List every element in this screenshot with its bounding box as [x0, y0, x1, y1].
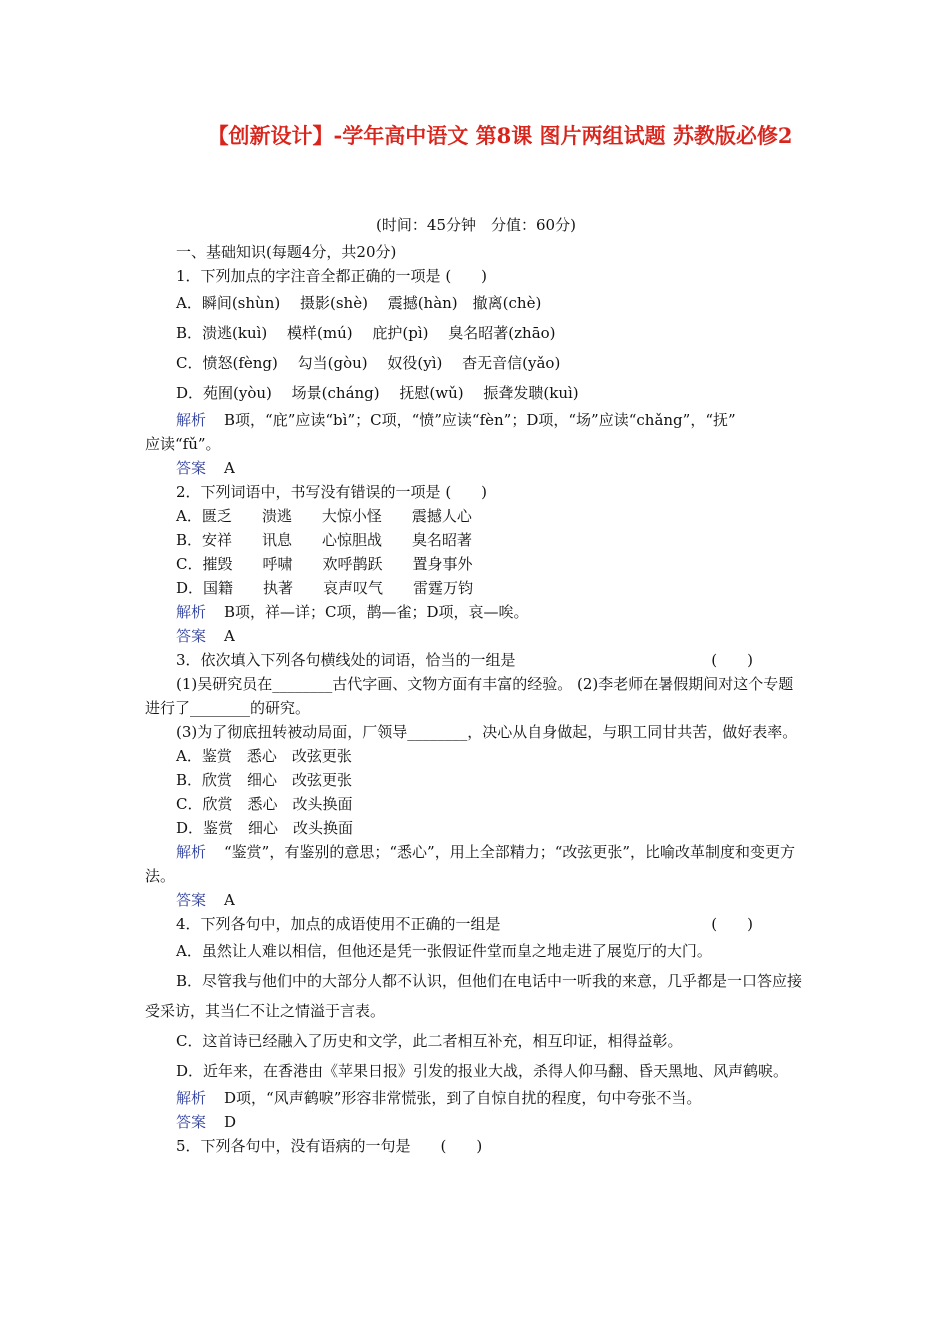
- question-1-analysis: [145, 408, 807, 432]
- question-3-option-a: A．鉴赏 悉心 改弦更张: [176, 747, 352, 765]
- answer-bracket: ( ): [711, 651, 753, 669]
- answer-value: A: [224, 459, 235, 477]
- question-3-option-b: B．欣赏 细心 改弦更张: [176, 771, 353, 789]
- answer-bracket: ( ): [711, 915, 753, 933]
- question-2-option-b: B．安祥 讯息 心惊胆战 臭名昭著: [176, 531, 473, 549]
- question-2-option-d: D．国籍 执著 哀声叹气 雷霆万钧: [176, 579, 474, 597]
- answer-label: 答案: [176, 1113, 207, 1131]
- question-4-answer: [145, 1110, 807, 1134]
- analysis-label: 解析: [176, 1089, 207, 1107]
- question-4-option-d: D．近年来，在香港由《苹果日报》引发的报业大战，杀得人仰马翻、昏天黑地、风声鹤唳。: [176, 1062, 789, 1080]
- page-title: 【创新设计】-学年高中语文 第8课 图片两组试题 苏教版必修2: [207, 123, 793, 148]
- analysis-label: 解析: [176, 843, 207, 861]
- question-4-stem: [145, 912, 807, 936]
- answer-label: 答案: [176, 627, 207, 645]
- question-3-answer: [145, 888, 807, 912]
- question-4-option-a: A．虽然让人难以相信，但他还是凭一张假证件堂而皇之地走进了展览厅的大门。: [176, 942, 712, 960]
- question-1-analysis-cont: 应读“fǔ”。: [145, 435, 221, 453]
- question-3-option-d: D．鉴赏 细心 改头换面: [176, 819, 354, 837]
- time-score-info: (时间：45分钟 分值：60分): [376, 216, 576, 234]
- question-3-stem: [145, 648, 807, 672]
- answer-value: A: [224, 891, 235, 909]
- question-4-analysis: [145, 1086, 807, 1110]
- answer-label: 答案: [176, 891, 207, 909]
- question-1-answer: [145, 456, 807, 480]
- question-2-stem: 2．下列词语中，书写没有错误的一项是 ( ): [176, 483, 488, 501]
- question-2-analysis: [145, 600, 807, 624]
- analysis-text: D项，“风声鹤唳”形容非常慌张，到了自惊自扰的程度，句中夸张不当。: [224, 1089, 702, 1107]
- question-2-option-c: C．摧毁 呼啸 欢呼鹊跃 置身事外: [176, 555, 473, 573]
- question-3-passage-2: (3)为了彻底扭转被动局面，厂领导________，决心从自身做起，与职工同甘共苦，做好表率。: [176, 723, 798, 741]
- question-1-option-d: D．苑囿(yòu) 场景(cháng) 抚慰(wǔ) 振聋发聩(kuì): [176, 384, 579, 402]
- question-1-option-b: B．溃逃(kuì) 模样(mú) 庇护(pì) 臭名昭著(zhāo): [176, 324, 556, 342]
- question-5-stem: 5．下列各句中，没有语病的一句是 ( ): [176, 1137, 483, 1155]
- question-4-option-c: C．这首诗已经融入了历史和文学，此二者相互补充，相互印证，相得益彰。: [176, 1032, 683, 1050]
- answer-value: A: [224, 627, 235, 645]
- question-1-stem: 1．下列加点的字注音全都正确的一项是 ( ): [176, 267, 488, 285]
- question-2-option-a: A．匮乏 溃逃 大惊小怪 震撼人心: [176, 507, 472, 525]
- analysis-text: B项，“庇”应读“bì”；C项，“愤”应读“fèn”；D项，“场”应读“chǎng”，“抚”: [224, 411, 736, 429]
- analysis-label: 解析: [176, 603, 207, 621]
- question-4-text: 4．下列各句中，加点的成语使用不正确的一组是: [176, 915, 501, 933]
- question-2-answer: [145, 624, 807, 648]
- question-3-analysis: [145, 840, 807, 888]
- analysis-label: 解析: [176, 411, 207, 429]
- analysis-text: “鉴赏”，有鉴别的意思；“悉心”，用上全部精力；“改弦更张”，比喻改革制度和变更方法。: [145, 843, 796, 885]
- analysis-text: B项，祥—详；C项，鹊—雀；D项，哀—唉。: [224, 603, 529, 621]
- question-4-option-b: B．尽管我与他们中的大部分人都不认识，但他们在电话中一听我的来意，几乎都是一口答应接受采访，其当仁不让之情溢于言表。: [145, 972, 803, 1020]
- section-heading: 一、基础知识(每题4分，共20分): [176, 243, 397, 261]
- document-body: [145, 240, 807, 1158]
- question-3-text: 3．依次填入下列各句横线处的词语，恰当的一组是: [176, 651, 516, 669]
- answer-value: D: [224, 1113, 237, 1131]
- answer-label: 答案: [176, 459, 207, 477]
- question-3-option-c: C．欣赏 悉心 改头换面: [176, 795, 353, 813]
- question-3-passage-1: (1)吴研究员在________古代字画、文物方面有丰富的经验。 (2)李老师在暑假期间对这个专题进行了________的研究。: [145, 675, 794, 717]
- question-1-option-a: A．瞬间(shùn) 摄影(shè) 震撼(hàn) 撤离(chè): [176, 294, 542, 312]
- question-1-option-c: C．愤怒(fèng) 勾当(gòu) 奴役(yì) 杳无音信(yǎo): [176, 354, 561, 372]
